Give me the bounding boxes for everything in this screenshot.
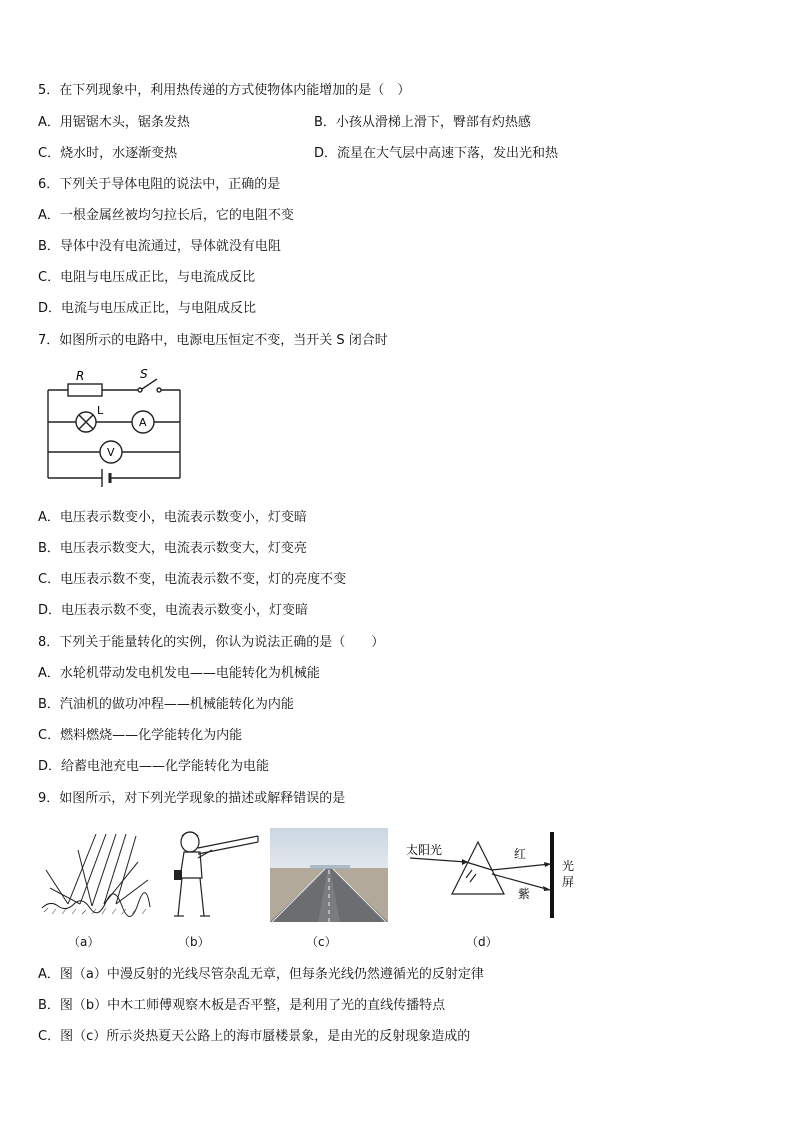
violet-label: 紫: [518, 887, 531, 901]
q7-option-d: D．电压表示数不变，电流表示数变小，灯变暗: [38, 603, 309, 618]
q5-option-b: B．小孩从滑梯上滑下，臀部有灼热感: [314, 115, 531, 130]
screen-label-1: 光: [562, 859, 575, 873]
figure-b-caption: （b）: [178, 935, 210, 949]
screen-label-2: 屏: [562, 875, 575, 889]
q5-option-a: A．用锯锯木头，锯条发热: [38, 115, 190, 130]
q7-option-b: B．电压表示数变大，电流表示数变大，灯变亮: [38, 541, 307, 556]
sunlight-label: 太阳光: [406, 843, 443, 857]
q9-stem: 9．如图所示，对下列光学现象的描述或解释错误的是: [38, 791, 346, 806]
q7-option-a: A．电压表示数变小，电流表示数变小，灯变暗: [38, 510, 307, 525]
circuit-diagram: [40, 366, 190, 496]
q7-option-c: C．电压表示数不变，电流表示数不变，灯的亮度不变: [38, 572, 347, 587]
figure-d-prism: [404, 828, 584, 922]
figure-c-road-photo: [270, 828, 388, 922]
ammeter-label: A: [139, 416, 147, 429]
q8-option-a: A．水轮机带动发电机发电——电能转化为机械能: [38, 666, 320, 681]
figure-d-caption: （d）: [466, 935, 498, 949]
q6-stem: 6．下列关于导体电阻的说法中，正确的是: [38, 177, 281, 192]
q9-option-c: C．图（c）所示炎热夏天公路上的海市蜃楼景象，是由光的反射现象造成的: [38, 1029, 471, 1044]
figure-c-caption: （c）: [306, 935, 337, 949]
switch-label: S: [140, 367, 148, 381]
resistor-label: R: [76, 369, 85, 383]
q8-option-d: D．给蓄电池充电——化学能转化为电能: [38, 759, 270, 774]
voltmeter-label: V: [107, 446, 115, 459]
figure-a-diffuse-reflection: [38, 830, 153, 920]
red-label: 红: [514, 847, 527, 861]
q5-option-c: C．烧水时，水逐渐变热: [38, 146, 178, 161]
lamp-label: L: [97, 404, 104, 417]
q6-option-d: D．电流与电压成正比，与电阻成反比: [38, 301, 257, 316]
q5-stem: 5．在下列现象中，利用热传递的方式使物体内能增加的是（ ）: [38, 83, 411, 98]
q8-option-b: B．汽油机的做功冲程——机械能转化为内能: [38, 697, 294, 712]
q5-option-d: D．流星在大气层中高速下落，发出光和热: [314, 146, 559, 161]
q9-option-a: A．图（a）中漫反射的光线尽管杂乱无章，但每条光线仍然遵循光的反射定律: [38, 967, 484, 982]
figure-a-caption: （a）: [68, 935, 100, 949]
q7-stem: 7．如图所示的电路中，电源电压恒定不变，当开关 S 闭合时: [38, 333, 388, 348]
q6-option-a: A．一根金属丝被均匀拉长后，它的电阻不变: [38, 208, 294, 223]
figure-b-carpenter: [168, 828, 263, 920]
q6-option-b: B．导体中没有电流通过，导体就没有电阻: [38, 239, 281, 254]
q6-option-c: C．电阻与电压成正比，与电流成反比: [38, 270, 256, 285]
q8-option-c: C．燃料燃烧——化学能转化为内能: [38, 728, 243, 743]
q9-option-b: B．图（b）中木工师傅观察木板是否平整，是利用了光的直线传播特点: [38, 998, 446, 1013]
q8-stem: 8．下列关于能量转化的实例，你认为说法正确的是（ ）: [38, 635, 385, 650]
